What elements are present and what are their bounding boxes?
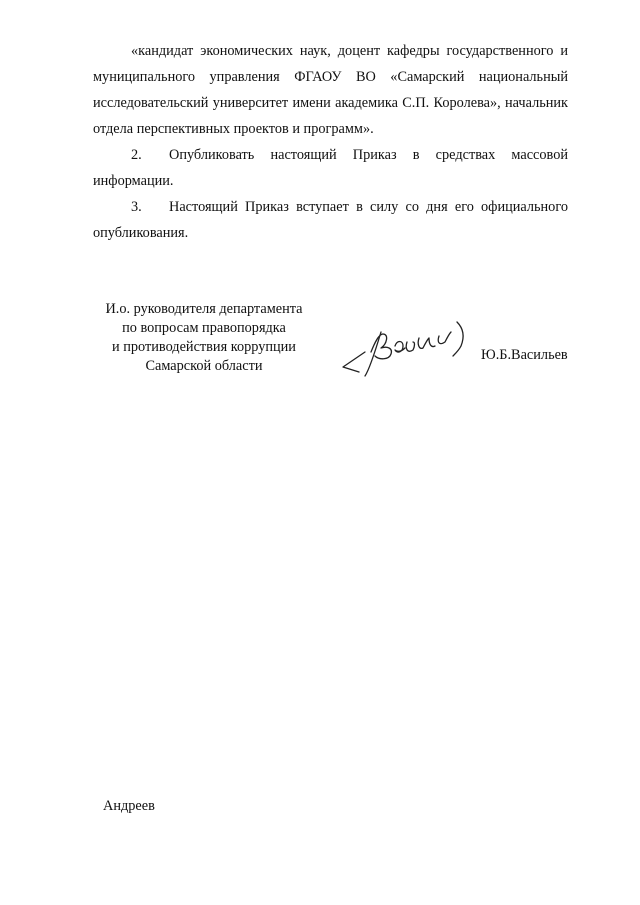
handwritten-signature (335, 312, 475, 392)
position-line: по вопросам правопорядка (122, 320, 286, 336)
numbered-item-2 (93, 142, 568, 194)
paragraph-continuation: «кандидат экономических наук, доцент кафедры государственного и муниципального управления ФГАОУ ВО «Самарский национальный исследовательский университет имени академика С.П. Королева», начальник отдела перспективных проектов и программ». (93, 43, 568, 137)
item-text: Настоящий Приказ вступает в силу со дня его официального опубликования. (93, 199, 568, 241)
item-number: 2. (131, 147, 142, 163)
item-number: 3. (131, 199, 142, 215)
position-line: И.о. руководителя департамента (105, 301, 303, 317)
document-body (93, 38, 568, 246)
position-line: Самарской области (145, 358, 263, 374)
executor-name: Андреев (103, 798, 155, 814)
numbered-item-3 (93, 194, 568, 246)
signatory-position (95, 300, 313, 376)
position-line: и противодействия коррупции (112, 339, 296, 355)
signer-name: Ю.Б.Васильев (481, 347, 568, 363)
item-text: Опубликовать настоящий Приказ в средствах массовой информации. (93, 147, 568, 189)
